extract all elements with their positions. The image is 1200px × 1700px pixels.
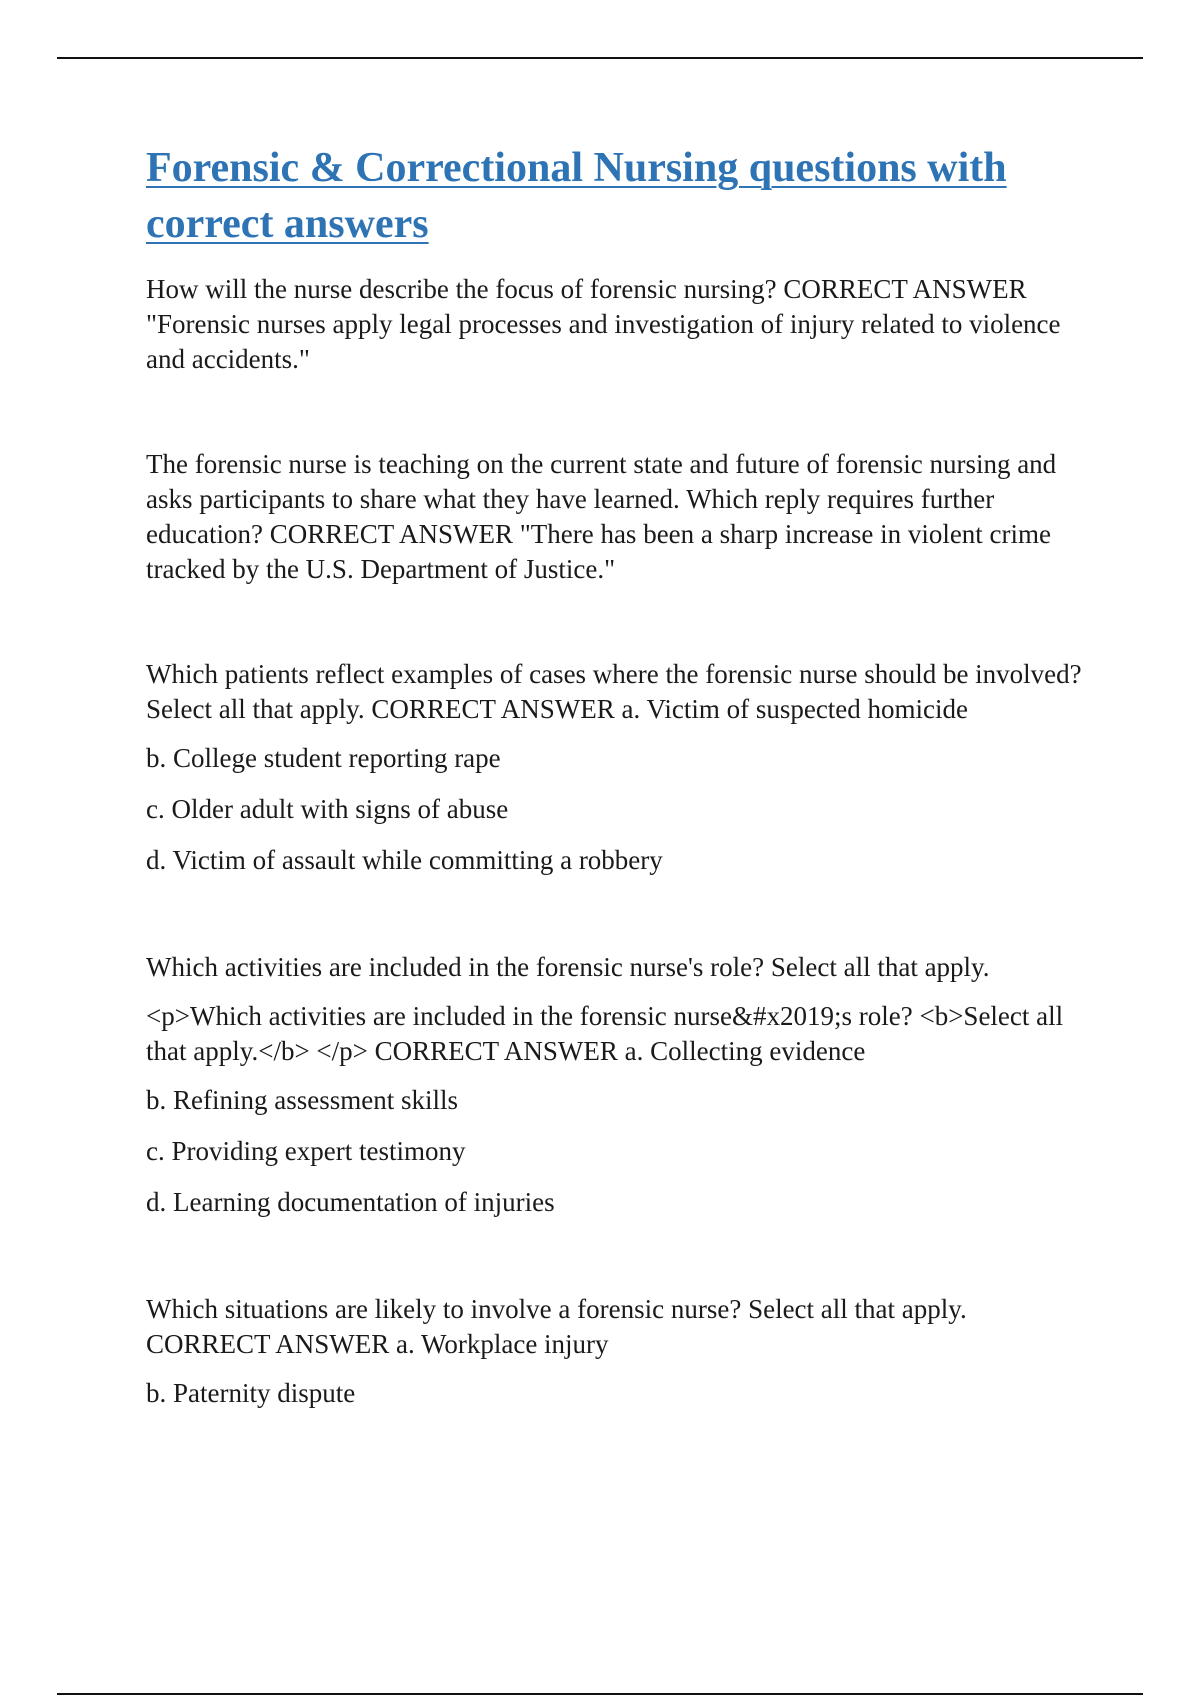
answer-option: d. Learning documentation of injuries [146, 1187, 555, 1217]
answer-option: d. Victim of assault while committing a robbery [146, 845, 663, 875]
answer-option: c. Older adult with signs of abuse [146, 794, 509, 824]
top-rule [57, 57, 1143, 59]
question-text: Which patients reflect examples of cases where the forensic nurse should be involved? Select all that apply. CORRECT ANSWER a. Victim of suspected homicide [146, 659, 1082, 724]
bottom-rule [57, 1693, 1143, 1695]
qa-item-4 [146, 950, 1096, 1220]
answer-option: b. College student reporting rape [146, 743, 501, 773]
document-page [146, 140, 1096, 1427]
qa-item-3 [146, 657, 1096, 878]
question-text-raw: <p>Which activities are included in the forensic nurse&#x2019;s role? <b>Select all that apply.</b> </p> CORRECT ANSWER a. Collecting evidence [146, 1001, 1064, 1066]
answer-option: b. Refining assessment skills [146, 1085, 458, 1115]
spacer [146, 391, 1096, 447]
answer-option: b. Paternity dispute [146, 1378, 356, 1408]
question-text: Which activities are included in the forensic nurse's role? Select all that apply. [146, 952, 990, 982]
document-title: Forensic & Correctional Nursing questions with correct answers [146, 145, 1007, 247]
qa-item-1 [146, 272, 1096, 377]
question-text: How will the nurse describe the focus of forensic nursing? CORRECT ANSWER "Forensic nurses apply legal processes and investigation of injury related to violence and accidents." [146, 274, 1061, 374]
spacer [146, 601, 1096, 657]
question-text: The forensic nurse is teaching on the current state and future of forensic nursing and asks participants to share what they have learned. Which reply requires further education? CORRECT ANSWER "There has been a sharp increase in violent crime tracked by the U.S. Department of Justice." [146, 449, 1057, 584]
qa-item-2 [146, 447, 1096, 587]
spacer [146, 1236, 1096, 1292]
qa-item-5 [146, 1292, 1096, 1411]
spacer [146, 894, 1096, 950]
question-text: Which situations are likely to involve a forensic nurse? Select all that apply. CORRECT ANSWER a. Workplace injury [146, 1294, 967, 1359]
answer-option: c. Providing expert testimony [146, 1136, 466, 1166]
